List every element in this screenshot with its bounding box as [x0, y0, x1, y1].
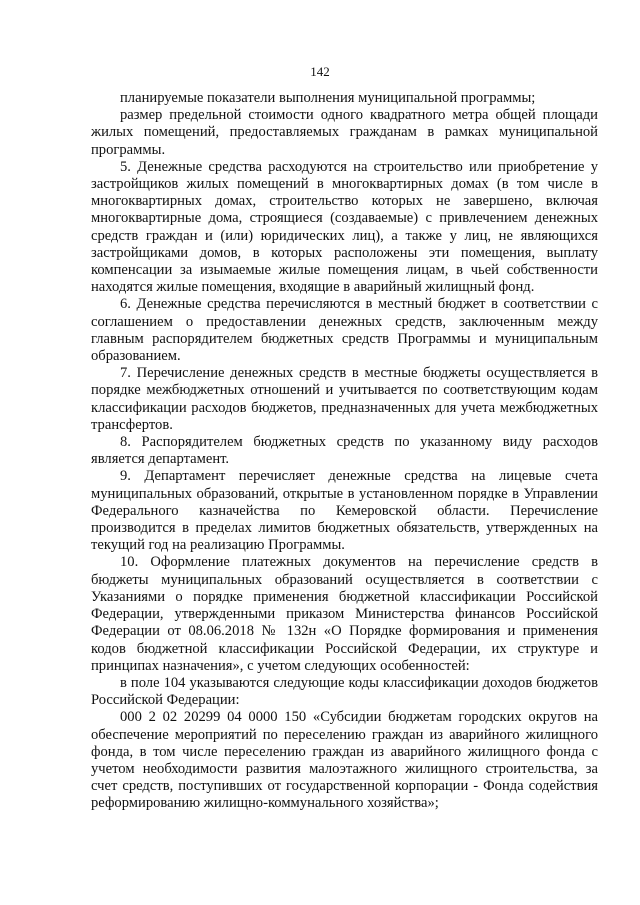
page-number: 142 — [310, 64, 330, 79]
paragraph-planned-indicators: планируемые показатели выполнения муниципальной программы; — [120, 90, 536, 106]
paragraph-6: 6. Денежные средства перечисляются в местный бюджет в соответствии с соглашением о предоставлении денежных средств, заключенным между главным распорядителем бюджетных средств Программы и муниципальным образованием. — [91, 296, 598, 365]
paragraph-income-code: 000 2 02 20299 04 0000 150 «Субсидии бюджетам городских округов на обеспечение мероприятий по переселению граждан из аварийного жилищного фонда, в том числе переселению граждан из аварийного жилищного фонда с учетом необходимости развития малоэтажного жилищного строительства, за счет средств, поступивших от государственной корпорации - Фонда содействия реформированию жилищно-коммунального хозяйства»; — [91, 709, 598, 812]
paragraph-7: 7. Перечисление денежных средств в местные бюджеты осуществляется в порядке межбюджетных отношений и учитывается по соответствующим кодам классификации расходов бюджетов, предназначенных для учета межбюджетных трансфертов. — [91, 365, 598, 433]
paragraph-price-limit: размер предельной стоимости одного квадратного метра общей площади жилых помещений, предоставляемых гражданам в рамках муниципальной программы. — [91, 107, 598, 158]
paragraph-9: 9. Департамент перечисляет денежные средства на лицевые счета муниципальных образований, открытые в установленном порядке в Управлении Федерального казначейства по Кемеровской области. Перечисление производится в пределах лимитов бюджетных обязательств, утвержденных на текущий год на реализацию Программы. — [91, 468, 598, 554]
paragraph-8: 8. Распорядителем бюджетных средств по указанному виду расходов является департамент. — [91, 434, 598, 468]
paragraph-10: 10. Оформление платежных документов на перечисление средств в бюджеты муниципальных образований осуществляется в соответствии с Указаниями о порядке применения бюджетной классификации Российской Федерации, утвержденными приказом Министерства финансов Российской Федерации от 08.06.2018 № 132н «О Порядке формирования и применения кодов бюджетной классификации Российской Федерации, их структуре и принципах назначения», с учетом следующих особенностей: — [91, 554, 598, 674]
paragraph-5: 5. Денежные средства расходуются на строительство или приобретение у застройщиков жилых помещений в многоквартирных домах (в том числе в многоквартирных домах, строительство которых не завершено, включая многоквартирные дома, строящиеся (создаваемые) с привлечением денежных средств граждан и (или) юридических лиц), а также у лиц, не являющихся застройщиками домов, в которых расположены эти помещения, выплату компенсации за изымаемые жилые помещения лицам, в чьей собственности находятся жилые помещения, входящие в аварийный жилищный фонд. — [91, 158, 598, 296]
document-body — [91, 90, 598, 813]
paragraph-field-104: в поле 104 указываются следующие коды классификации доходов бюджетов Российской Федерации: — [91, 674, 598, 709]
